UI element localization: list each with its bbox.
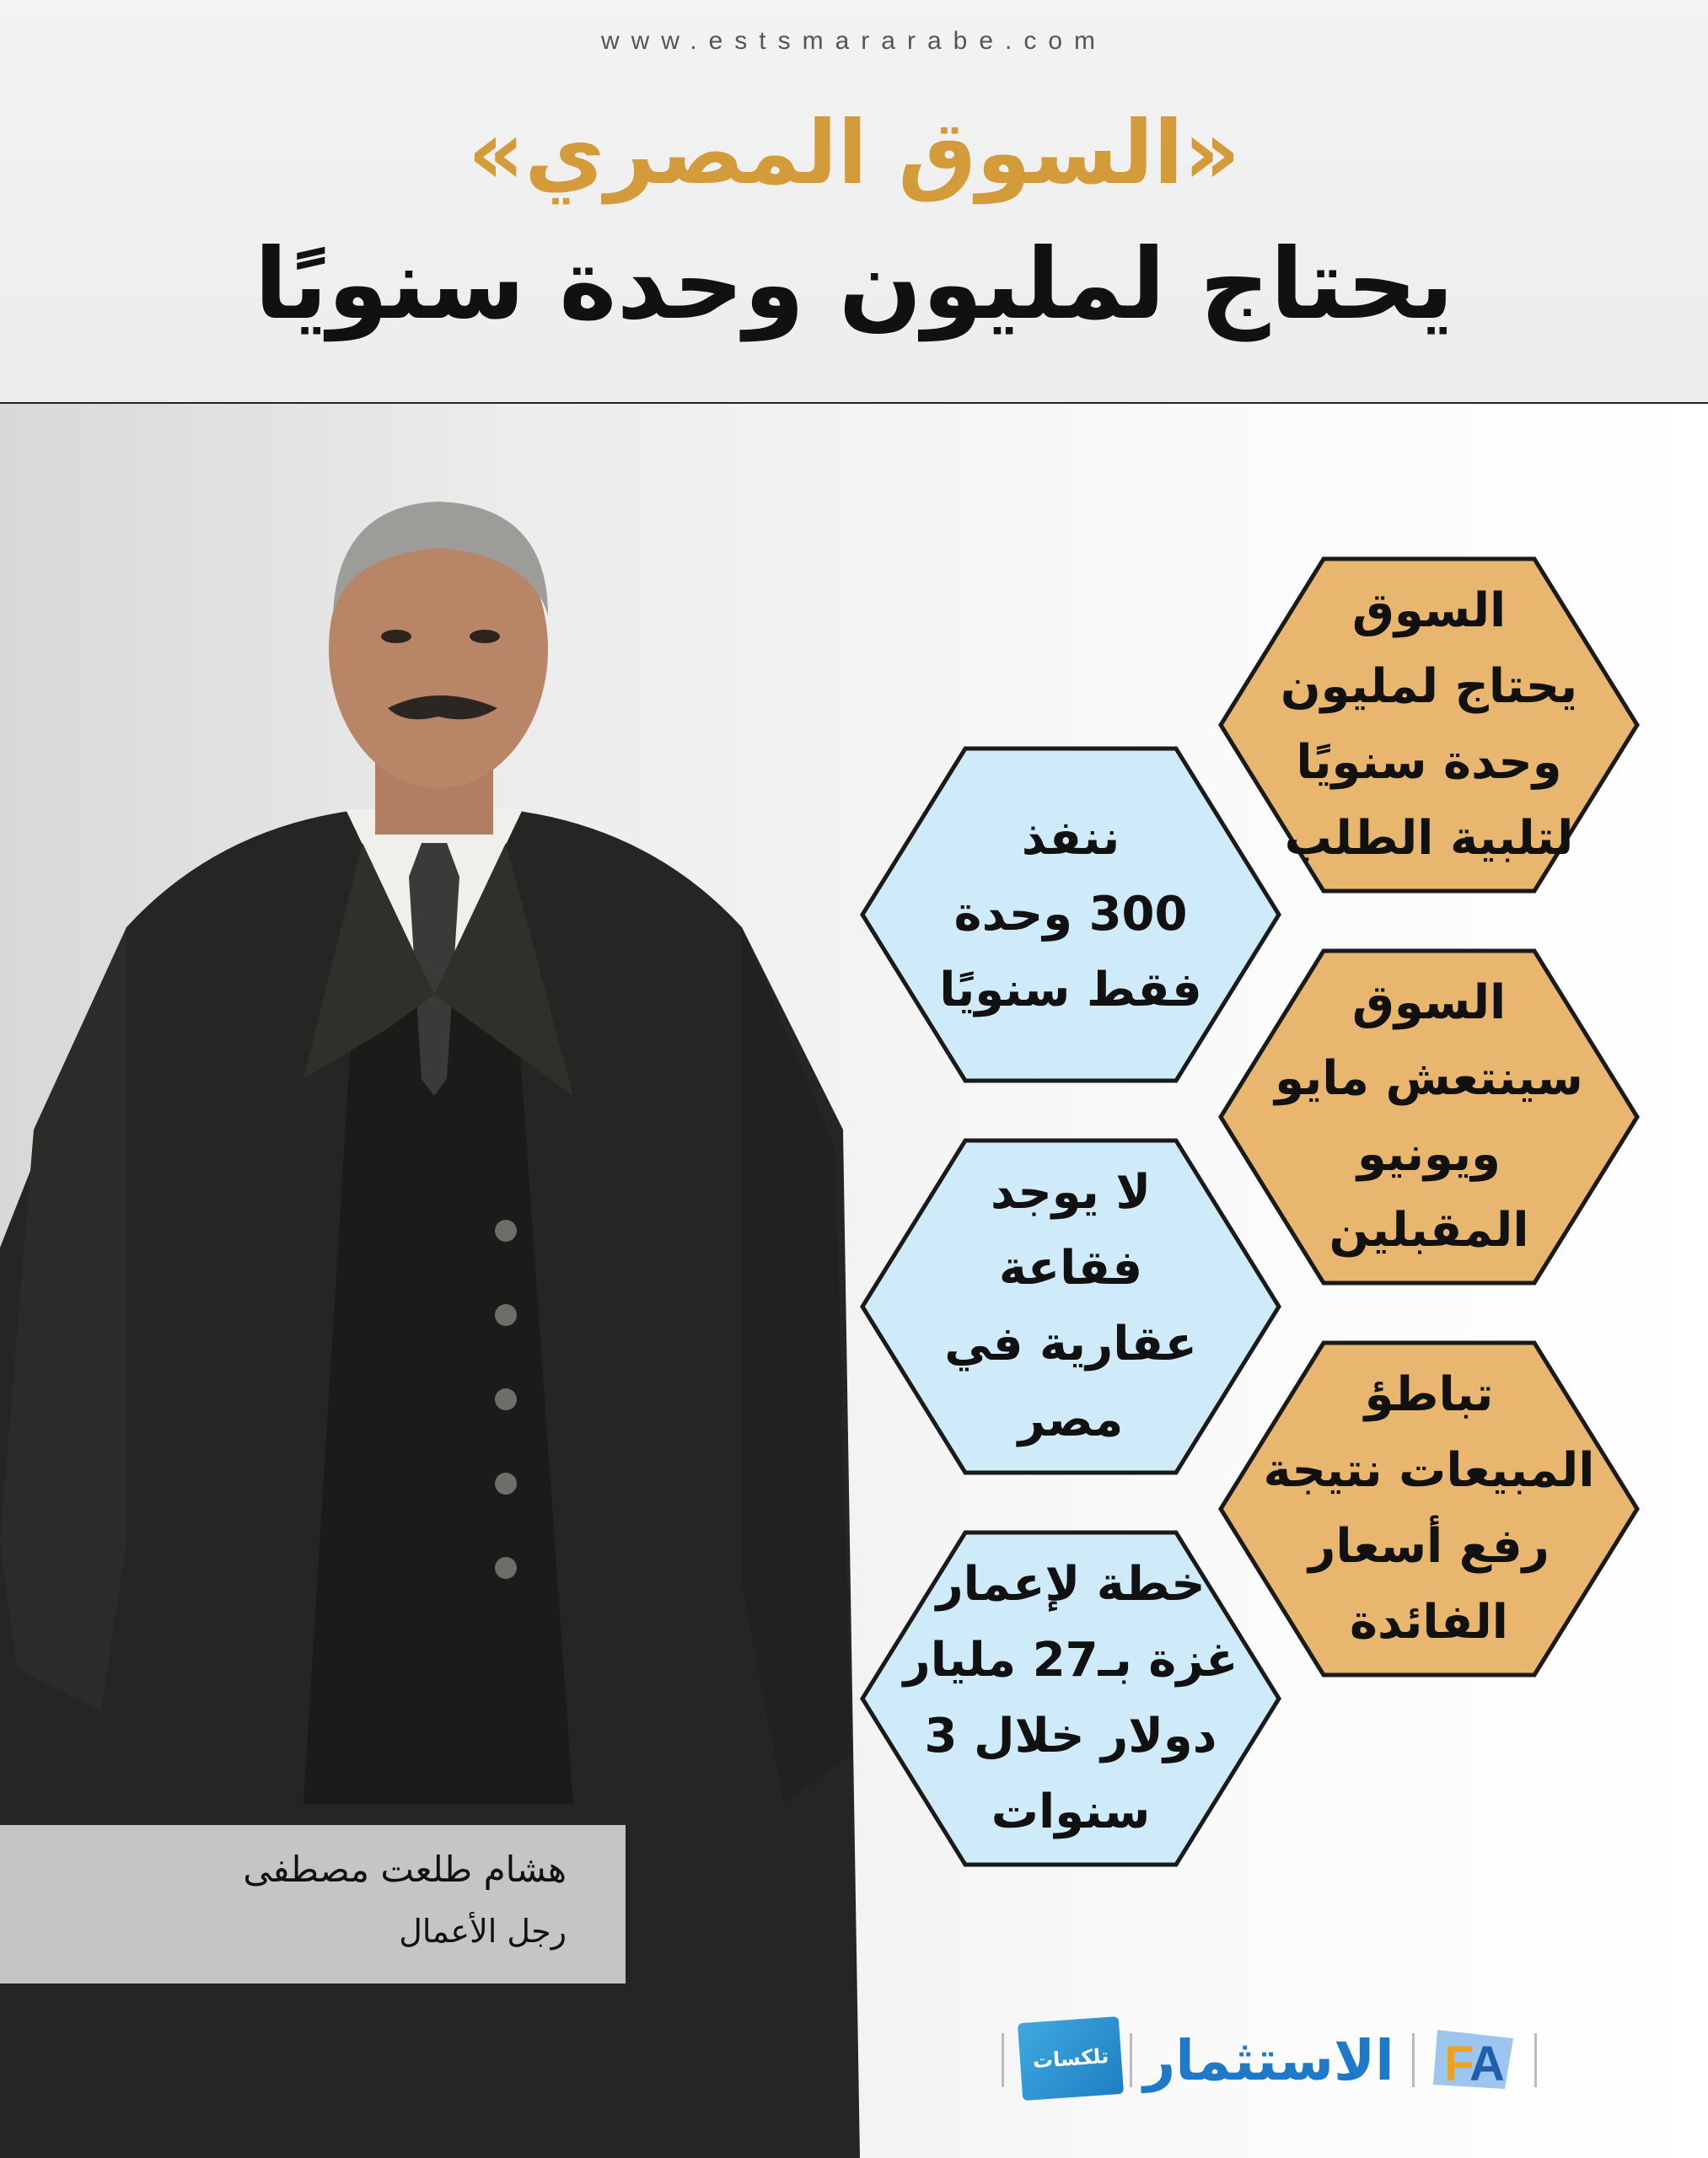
hex-line: خطة لإعمار: [936, 1557, 1206, 1612]
hex-line: لتلبية الطلب: [1284, 811, 1574, 866]
hex-line: السوق: [1351, 975, 1507, 1030]
hex-line: سينتعش مايو: [1275, 1051, 1583, 1106]
name-caption: [0, 1825, 626, 1984]
svg-text:F: F: [1444, 2037, 1474, 2091]
hex-line: مصر: [1018, 1393, 1124, 1447]
hex-line: فقط سنويًا: [939, 963, 1202, 1017]
header-banner: [0, 0, 1708, 404]
hex-line: لا يوجد: [990, 1165, 1152, 1220]
headline-main: يحتاج لمليون وحدة سنويًا: [254, 228, 1454, 341]
logo-divider: [1130, 2033, 1132, 2087]
talaksat-logo: تلكسات: [1018, 2016, 1124, 2101]
hex-line: السوق: [1351, 583, 1507, 638]
hex-line: ويونيو: [1357, 1127, 1501, 1182]
logo-divider: [1002, 2033, 1004, 2087]
person-role: رجل الأعمال: [399, 1913, 567, 1950]
hex-line: يحتاج لمليون: [1280, 659, 1578, 714]
hex-fact-4: [856, 742, 1286, 1087]
logo-divider: [1534, 2033, 1537, 2087]
hex-line: 300 وحدة: [953, 887, 1188, 942]
publisher-logos: [995, 2015, 1551, 2107]
hex-line: الفائدة: [1350, 1595, 1508, 1650]
person-name: هشام طلعت مصطفى: [243, 1849, 567, 1890]
hex-line: المبيعات نتيجة: [1263, 1443, 1595, 1498]
headline-quote: «السوق المصري»: [467, 101, 1241, 204]
hex-line: غزة بـ27 مليار: [903, 1633, 1238, 1688]
fa-logo: [1429, 2021, 1522, 2097]
hex-line: المقبلين: [1329, 1203, 1529, 1258]
hex-fact-5: [856, 1134, 1286, 1479]
hex-line: فقاعة: [998, 1241, 1143, 1296]
hex-line: تباطؤ: [1364, 1367, 1494, 1422]
alistithmar-logo: الاستثمار: [1143, 2027, 1394, 2093]
hex-line: دولار خلال 3: [924, 1709, 1217, 1763]
site-url: www.estsmararabe.com: [600, 27, 1108, 55]
hex-line: سنوات: [991, 1785, 1151, 1839]
hex-fact-6: [856, 1526, 1286, 1871]
hex-line: وحدة سنويًا: [1296, 735, 1562, 790]
svg-text:A: A: [1469, 2037, 1505, 2091]
hex-line: ننفذ: [1021, 811, 1120, 866]
hex-line: رفع أسعار: [1308, 1519, 1550, 1574]
logo-divider: [1412, 2033, 1415, 2087]
hex-line: عقارية في: [944, 1317, 1197, 1372]
